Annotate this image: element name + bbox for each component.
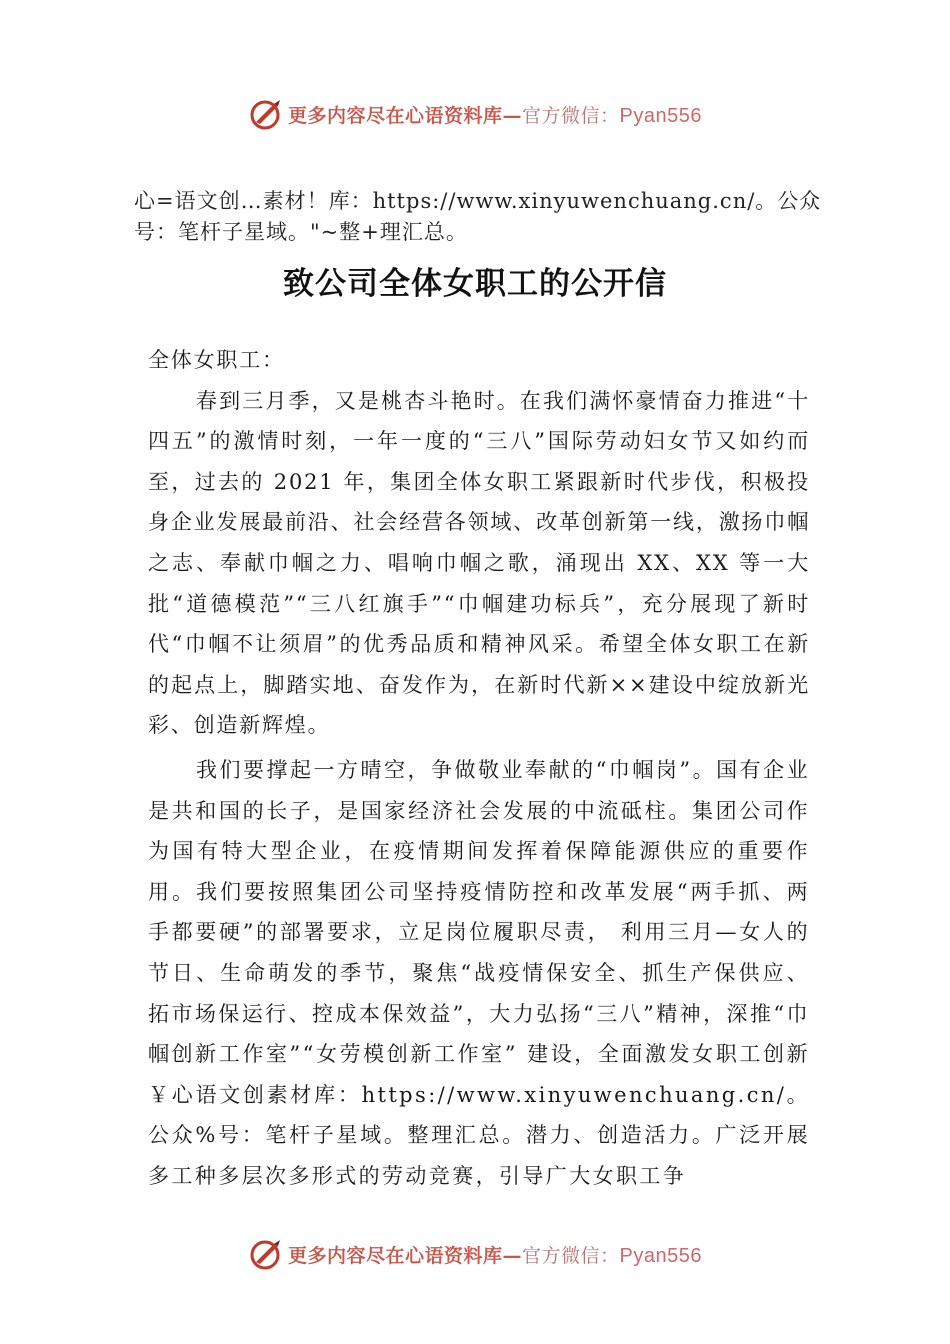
footer-banner-separator: — [502, 1244, 523, 1267]
header-banner-main: 更多内容尽在心语资料库 [288, 104, 503, 127]
pen-nib-logo-icon [248, 1236, 284, 1272]
watermark-text: 心=语文创…素材！库：https://www.xinyuwenchuang.cn/。公众号：笔杆子星域。"~整+理汇总。 [134, 189, 822, 244]
footer-banner-main: 更多内容尽在心语资料库 [288, 1244, 503, 1267]
header-banner-wechat-label: 官方微信： [522, 104, 620, 127]
header-banner-wechat-id: Pyan556 [619, 104, 702, 127]
salutation: 全体女职工： [148, 348, 285, 372]
footer-banner-wechat-label: 官方微信： [522, 1244, 620, 1267]
paragraph-1: 春到三月季，又是桃杏斗艳时。在我们满怀豪情奋力推进“十四五”的激情时刻，一年一度的“三八”国际劳动妇女节又如约而至，过去的 2021 年，集团全体女职工紧跟新时代步伐，积极投身企业发展最前沿、社会经营各领域、改革创新第一线，激扬巾帼之志、奉献巾帼之力、唱响巾帼之歌，涌现出 XX、XX 等一大批“道德模范”“三八红旗手”“巾帼建功标兵”，充分展现了新时代“巾帼不让须眉”的优秀品质和精神风采。希望全体女职工在新的起点上，脚踏实地、奋发作为，在新时代新××建设中绽放新光彩、创造新辉煌。 [148, 388, 810, 738]
pen-nib-logo-icon [248, 96, 284, 132]
document-body [148, 340, 810, 1196]
header-banner-text [288, 101, 702, 128]
paragraph-2: 我们要撑起一方晴空，争做敬业奉献的“巾帼岗”。国有企业是共和国的长子，是国家经济社会发展的中流砥柱。集团公司作为国有特大型企业，在疫情期间发挥着保障能源供应的重要作用。我们要按照集团公司坚持疫情防控和改革发展“两手抓、两手都要硬”的部署要求，立足岗位履职尽责， 利用三月—女人的节日、生命萌发的季节，聚焦“战疫情保安全、抓生产保供应、拓市场保运行、控成本保效益”，大力弘扬“三八”精神，深推“巾帼创新工作室”“女劳模创新工作室” 建设，全面激发女职工创新￥心语文创素材库：https://www.xinyuwenchuang.cn/。公众%号：笔杆子星域。整理汇总。潜力、创造活力。广泛开展多工种多层次多形式的劳动竞赛，引导广大女职工争 [148, 757, 810, 1188]
footer-banner-wechat-id: Pyan556 [619, 1244, 702, 1267]
footer-banner [0, 1234, 950, 1274]
header-banner-separator: — [502, 104, 523, 127]
header-banner [0, 94, 950, 134]
document-title: 致公司全体女职工的公开信 [283, 266, 667, 302]
footer-banner-text [288, 1241, 702, 1268]
